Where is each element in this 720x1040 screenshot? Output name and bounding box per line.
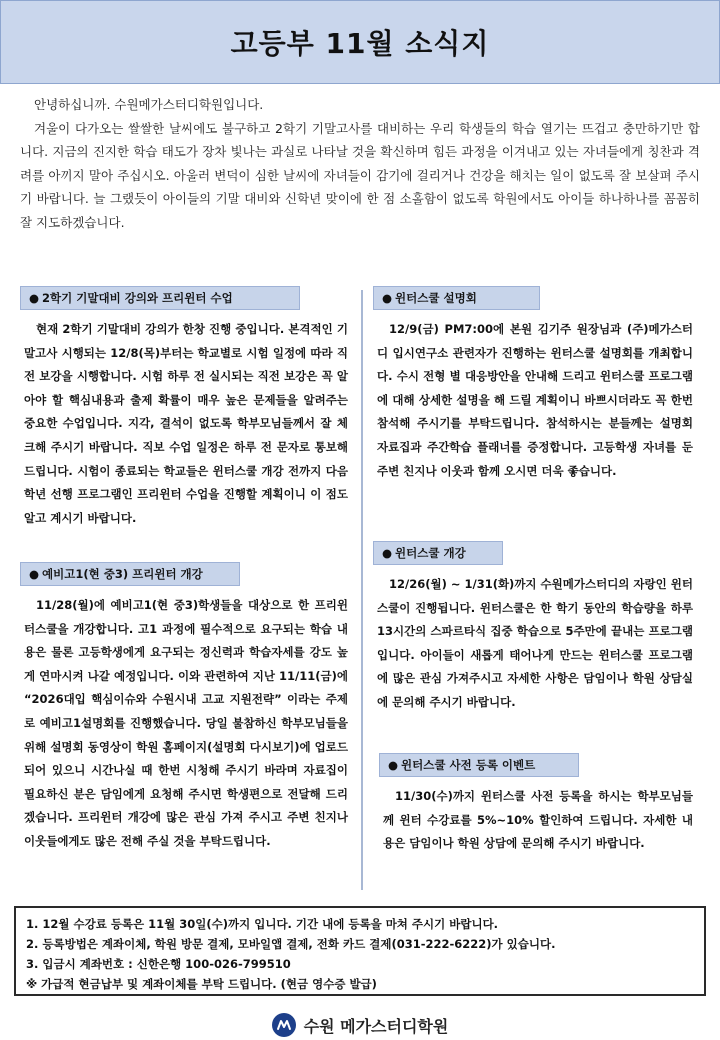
- page-title: 고등부 11월 소식지: [230, 27, 490, 60]
- section-heading: [20, 562, 240, 586]
- section-heading: [379, 753, 579, 777]
- notice-line: 2. 등록방법은 계좌이체, 학원 방문 결제, 모바일앱 결제, 전화 카드 결제(031-222-6222)가 있습니다.: [26, 937, 556, 951]
- mega-logo-icon: [272, 1013, 296, 1037]
- section-body: 11/30(수)까지 윈터스쿨 사전 등록을 하시는 학부모님들께 윈터 수강료를 5%~10% 할인하여 드립니다. 자세한 내용은 담임이나 학원 상담에 문의해 주시기 바랍니다.: [383, 789, 693, 851]
- intro-body: 겨울이 다가오는 쌀쌀한 날씨에도 불구하고 2학기 기말고사를 대비하는 우리 학생들의 학습 열기는 뜨겁고 충만하기만 합니다. 지금의 진지한 학습 태도가 장차 빛나는 과실로 나타날 것을 확신하며 힘든 과정을 이겨내고 있는 자녀들에게 칭찬과 격려를 아끼지 말아 주십시오. 아울러 변덕이 심한 날씨에 자녀들이 감기에 걸리거나 건강을 해치는 일이 없도록 잘 보살펴 주시기 바랍니다. 늘 그랬듯이 아이들의 기말 대비와 신학년 맞이에 한 점 소홀함이 없도록 학원에서도 아이들 하나하나를 꼼꼼히 잘 지도하겠습니다.: [20, 120, 700, 230]
- newsletter-header: [0, 0, 720, 84]
- payment-notice-box: [14, 906, 706, 996]
- section-body: 12/9(금) PM7:00에 본원 김기주 원장님과 (주)메가스터디 입시연구소 관련자가 진행하는 윈터스쿨 설명회를 개최합니다. 수시 전형 별 대응방안을 안내해 드리고 윈터스쿨 프로그램에 대해 상세한 설명을 해 드릴 계획이니 바쁘시더라도 꼭 한번 참석해 주시기를 부탁드립니다. 참석하시는 분들께는 설명회 자료집과 주간학습 플래너를 증정합니다. 고등학생 자녀를 둔 주변 친지나 이웃과 함께 오시면 더욱 좋습니다.: [377, 322, 693, 478]
- section-winter-briefing: [373, 286, 695, 483]
- bullet-icon: ●: [29, 567, 40, 581]
- column-divider: [361, 290, 363, 890]
- notice-line: 1. 12월 수강료 등록은 11월 30일(수)까지 입니다. 기간 내에 등록을 마쳐 주시기 바랍니다.: [26, 917, 499, 931]
- section-body: 현재 2학기 기말대비 강의가 한창 진행 중입니다. 본격적인 기말고사 시행되는 12/8(목)부터는 학교별로 시험 일정에 따라 직전 보강을 시행합니다. 시험 하루 전 실시되는 직전 보강은 꼭 알아야 할 핵심내용과 출제 확률이 매우 높은 문제들을 알려주는 중요한 수업입니다. 지각, 결석이 없도록 학부모님들께서 잘 체크해 주시기 바랍니다. 직보 수업 일정은 하루 전 문자로 통보해 드립니다. 시험이 종료되는 학교들은 윈터스쿨 개강 전까지 다음 학년 선행 프로그램인 프리윈터 수업을 진행할 계획이니 이 점도 알고 계시기 바랍니다.: [24, 322, 348, 525]
- section-heading-label: 2학기 기말대비 강의와 프리윈터 수업: [42, 291, 233, 305]
- section-pre-g1: [20, 562, 350, 854]
- section-early-registration: [379, 753, 695, 856]
- section-body: 12/26(월) ~ 1/31(화)까지 수원메가스터디의 자랑인 윈터스쿨이 진행됩니다. 윈터스쿨은 한 학기 동안의 학습량을 하루 13시간의 스파르타식 집중 학습으로 5주만에 끝내는 프로그램입니다. 아이들이 새롭게 태어나게 만드는 윈터스쿨 프로그램에 많은 관심 가져주시고 자세한 사항은 담임이나 학원 상담실에 문의해 주시기 바랍니다.: [377, 577, 693, 709]
- academy-name: 수원 메가스터디학원: [303, 1016, 449, 1036]
- notice-line: ※ 가급적 현금납부 및 계좌이체를 부탁 드립니다. (현금 영수증 발급): [26, 977, 377, 991]
- bullet-icon: ●: [382, 546, 393, 560]
- section-heading-label: 윈터스쿨 개강: [395, 546, 466, 560]
- footer-logo: [0, 1010, 720, 1040]
- section-heading: [373, 541, 503, 565]
- bullet-icon: ●: [388, 758, 399, 772]
- section-heading-label: 예비고1(현 중3) 프리윈터 개강: [42, 567, 203, 581]
- section-heading: [373, 286, 540, 310]
- section-winter-open: [373, 541, 695, 715]
- bullet-icon: ●: [29, 291, 40, 305]
- section-heading-label: 윈터스쿨 사전 등록 이벤트: [401, 758, 536, 772]
- bullet-icon: ●: [382, 291, 393, 305]
- section-heading: [20, 286, 300, 310]
- section-body: 11/28(월)에 예비고1(현 중3)학생들을 대상으로 한 프리윈터스쿨을 개강합니다. 고1 과정에 필수적으로 요구되는 학습 내용은 물론 고등학생에게 요구되는 정신력과 학습자세를 강도 높게 연마시켜 나갈 예정입니다. 이와 관련하여 지난 11/11(금)에 “2026대입 핵심이슈와 수원시내 고교 지원전략” 이라는 주제로 예비고1설명회를 진행했습니다. 당일 불참하신 학부모님들을 위해 설명회 동영상이 학원 홈페이지(설명회 다시보기)에 업로드 되어 있으니 시간나실 때 한번 시청해 주시기 바라며 자료집이 필요하신 분은 담임에게 요청해 주시면 학생편으로 전달해 드리겠습니다. 프리윈터 개강에 많은 관심 가져 주시고 주변 친지나 이웃들에게도 많은 전해 주실 것을 부탁드립니다.: [24, 598, 348, 848]
- intro-greeting: 안녕하십니까. 수원메가스터디학원입니다.: [34, 97, 264, 112]
- section-heading-label: 윈터스쿨 설명회: [395, 291, 477, 305]
- intro-message: [20, 93, 700, 234]
- section-exam-prep: [20, 286, 350, 530]
- notice-line: 3. 입금시 계좌번호 : 신한은행 100-026-799510: [26, 957, 291, 971]
